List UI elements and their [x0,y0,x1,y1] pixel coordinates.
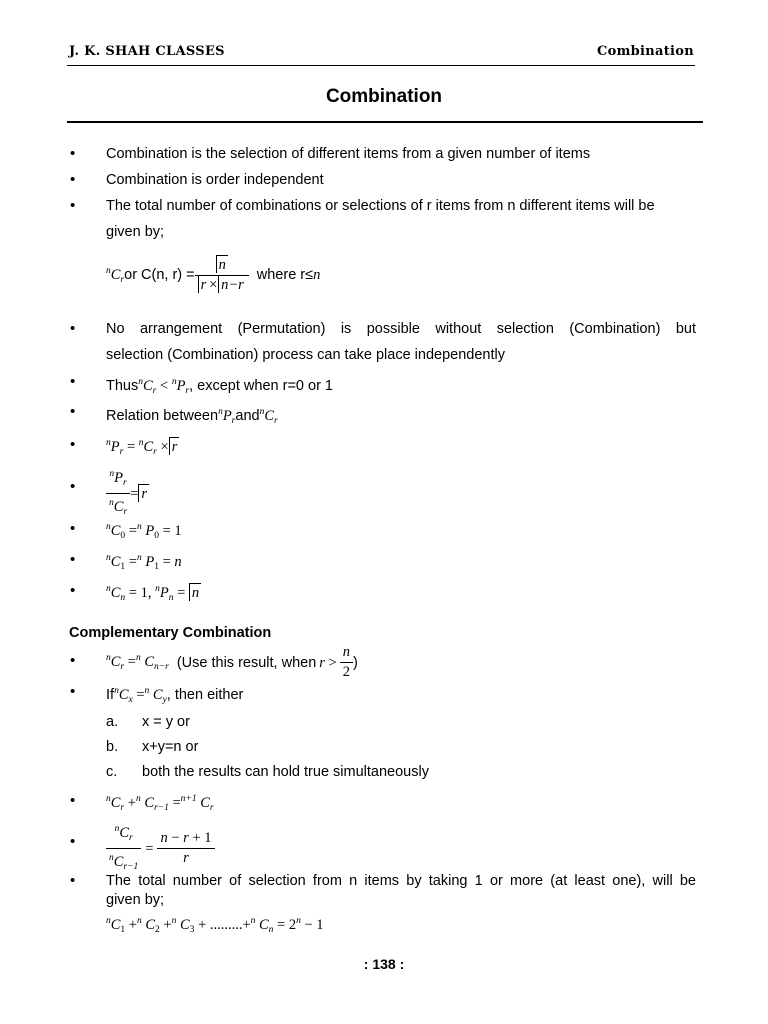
intro-line-3: The total number of combinations or selections of r items from n different items will be [106,198,655,214]
bullet: • [70,403,76,420]
bullet: • [70,551,76,568]
one-case: $^nC_1 =^n$ $P_1 = n$ [106,553,182,572]
ratio-formula: $\frac{^nP_r}{^nC_r}$ = r [106,466,149,521]
permutation-line-1: No arrangement (Permutation) is possible without selection (Combination) but [106,321,696,337]
relation-line: Relation between $^nP_r$ and $^nC_r$ [106,407,278,426]
total-line-1: The total number of selection from n items by taking 1 or more (at least one), will be [106,873,696,889]
zero-case: $^nC_0 =^n$ $P_0 = 1$ [106,522,182,541]
bullet: • [70,792,76,809]
bullet: • [70,683,76,700]
pascal-rule: $^nC_r +^n$ $C_{r-1} =^{n+1}$ $C_r$ [106,794,214,813]
option-text: both the results can hold true simultaneously [142,764,429,780]
bullet: • [70,145,76,162]
bullet: • [70,197,76,214]
bullet: • [70,582,76,599]
thus-line: Thus $^nC_r < ^nP_r$ , except when r=0 or 1 [106,377,333,396]
n-case: $^nC_n = 1$, $^nP_n = n$ [106,584,200,603]
option-letter: a. [106,714,119,730]
header-rule [67,65,695,66]
intro-line-1: Combination is the selection of different items from a given number of items [106,146,591,162]
bullet: • [70,872,76,889]
bullet: • [70,478,76,495]
page-title: Combination [325,86,443,107]
bullet: • [70,373,76,390]
combination-fraction: $\frac{n}{r \times n-r}$ [195,257,249,294]
total-line-2: given by; [106,892,165,908]
option-text: x+y=n or [142,739,199,755]
intro-line-2: Combination is order independent [106,172,324,188]
option-letter: b. [106,739,119,755]
ratio-rule: $\frac{^nC_r}{^nC_{r-1}}$ = $\frac{n - r + 1}{r}$ [106,821,215,876]
permutation-line-2: selection (Combination) process can take place independently [106,347,505,363]
intro-line-4: given by; [106,224,165,240]
bullet: • [70,171,76,188]
total-formula: $^nC_1 +^n$ $C_2 +^n$ $C_3 + .........+^n$ $C_n = 2^n - 1$ [106,916,324,935]
option-text: x = y or [142,714,190,730]
header-left: J. K. SHAH CLASSES [69,44,225,59]
permutation-relation: $^nP_r = ^nC_r \times r$ [106,438,178,457]
bullet: • [70,833,76,850]
section-title: Complementary Combination [69,625,272,641]
complementary-formula: $^nC_r =^n$ $C_{n-r}$ (Use this result, when r > $\frac{n}{2}$ ) [106,644,358,680]
bullet: • [70,320,76,337]
bullet: • [70,652,76,669]
page-number: : 138 : [363,956,405,972]
title-rule [67,121,703,123]
header-right: Combination [596,44,694,59]
combination-formula: $^nC_r$ or C(n, r) = $\frac{n}{r \times n-r}$ where r≤ n [106,256,321,293]
if-line: If $^nC_x =^n$ $C_y$ , then either [106,686,244,705]
bullet: • [70,520,76,537]
bullet: • [70,436,76,453]
option-letter: c. [106,764,118,780]
